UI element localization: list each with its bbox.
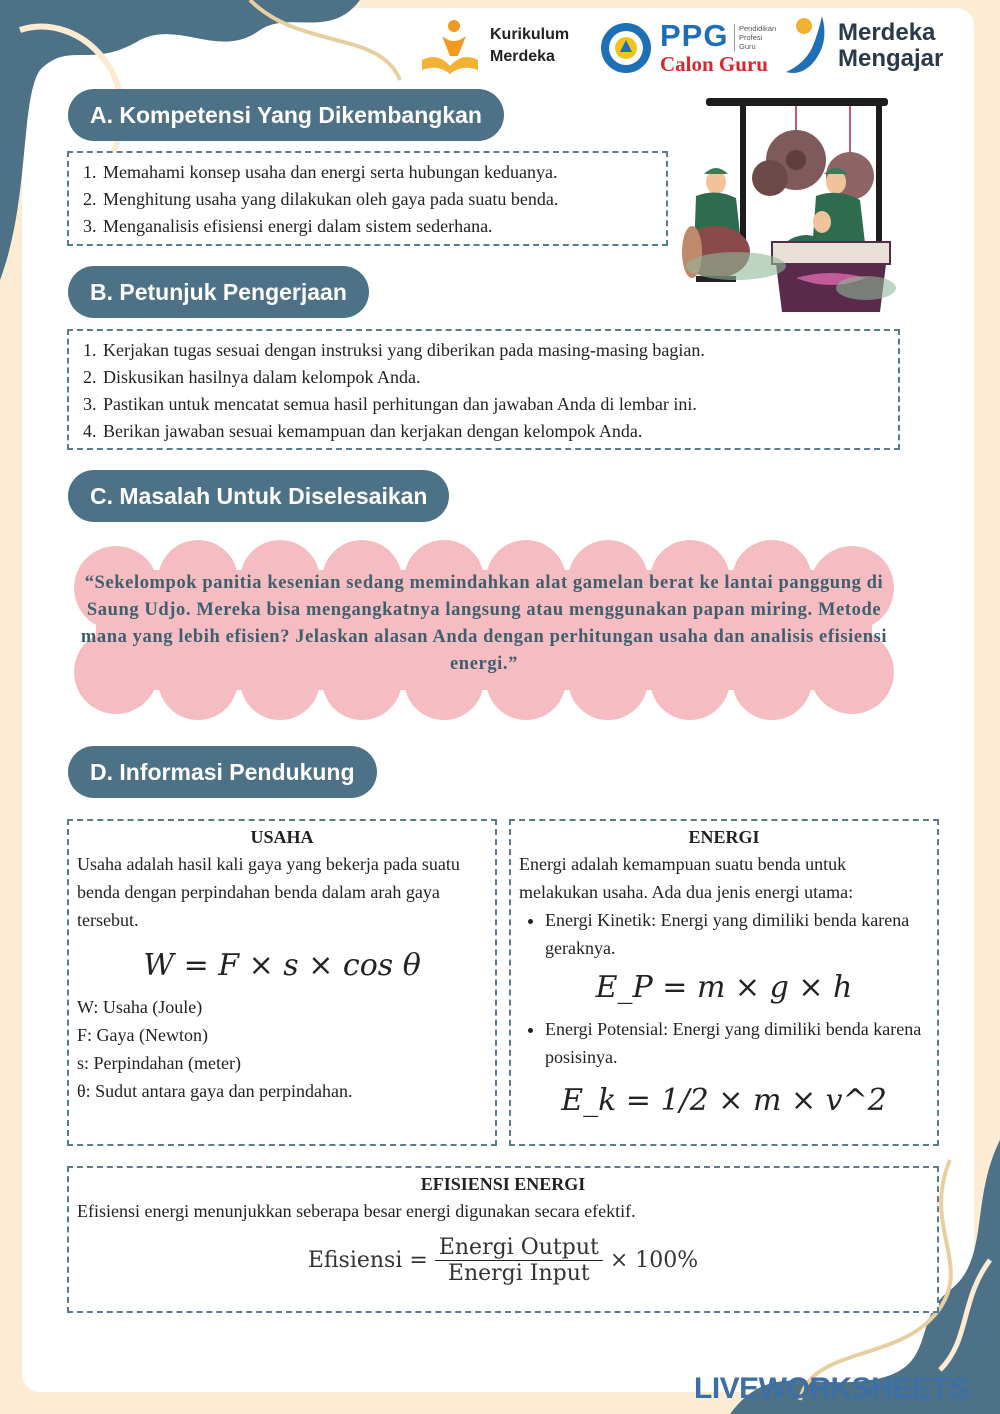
tut-wuri-emblem — [600, 22, 652, 74]
list-item: 2. Diskusikan hasilnya dalam kelompok Anda. — [83, 367, 421, 387]
energi-box — [509, 819, 939, 1146]
problem-statement: “Sekelompok panitia kesenian sedang memindahkan alat gamelan berat ke lantai panggung di Saung Udjo. Mereka bisa mengangkatnya langsung atau menggunakan papan miring. Metode mana yang lebih efisien? Jelaskan alasan Anda dengan perhitungan usaha dan analisis efisiensi energi.” — [80, 573, 888, 674]
merdeka-text: Merdeka — [490, 48, 555, 65]
usaha-title: USAHA — [250, 827, 314, 847]
section-a-box — [67, 151, 668, 246]
usaha-box — [67, 819, 497, 1146]
energi-list — [511, 906, 937, 962]
list-item: 4. Berikan jawaban sesuai kemampuan dan kerjakan dengan kelompok Anda. — [83, 421, 643, 441]
usaha-var: θ: Sudut antara gaya dan perpindahan. — [77, 1081, 353, 1101]
list-item: 1. Memahami konsep usaha dan energi serta hubungan keduanya. — [83, 162, 558, 182]
usaha-var: W: Usaha (Joule) — [77, 997, 203, 1017]
section-d-heading: D. Informasi Pendukung — [68, 746, 377, 798]
efisiensi-formula: Efisiensi = $\frac{\text{Energi Output}}{\text{Energi Input}}$ × 100% — [307, 1235, 699, 1286]
efisiensi-title: EFISIENSI ENERGI — [420, 1174, 586, 1194]
calon-guru-text: Calon Guru — [660, 52, 768, 76]
list-item: 3. Menganalisis efisiensi energi dalam sistem sederhana. — [83, 216, 493, 236]
efisiensi-box — [67, 1166, 939, 1313]
merdeka-mengajar-line2: Mengajar — [838, 45, 944, 72]
usaha-description: Usaha adalah hasil kali gaya yang bekerja pada suatu benda dengan perpindahan benda dalam arah gaya tersebut. — [77, 854, 460, 930]
list-item: 1. Kerjakan tugas sesuai dengan instruksi yang diberikan pada masing-masing bagian. — [83, 340, 705, 360]
section-c-heading: C. Masalah Untuk Diselesaikan — [68, 470, 449, 522]
section-b-heading: B. Petunjuk Pengerjaan — [68, 266, 369, 318]
kinetic-energy-formula: E_k = 1/2 × m × v^2 — [561, 1083, 887, 1118]
merdeka-mengajar-line1: Merdeka — [838, 19, 936, 46]
logo-bar — [410, 8, 970, 86]
ppg-sub-3: Guru — [739, 42, 756, 51]
usaha-var: s: Perpindahan (meter) — [77, 1053, 241, 1073]
potential-energy-formula: E_P = m × g × h — [595, 970, 853, 1005]
ppg-text: PPG — [660, 18, 729, 53]
list-item: 2. Menghitung usaha yang dilakukan oleh gaya pada suatu benda. — [83, 189, 559, 209]
instruction-list — [69, 331, 898, 445]
list-item: 3. Pastikan untuk mencatat semua hasil perhitungan dan jawaban Anda di lembar ini. — [83, 394, 697, 414]
efisiensi-description: Efisiensi energi menunjukkan seberapa besar energi digunakan secara efektif. — [77, 1201, 636, 1221]
kurikulum-merdeka-logo — [418, 16, 482, 76]
usaha-formula: W = F × s × cos θ — [143, 948, 421, 983]
list-item: • Energi Kinetik: Energi yang dimiliki benda karena geraknya. — [545, 906, 937, 962]
competency-list — [69, 153, 666, 240]
energi-description: Energi adalah kemampuan suatu benda untuk melakukan usaha. Ada dua jenis energi utama: — [519, 854, 854, 902]
usaha-var: F: Gaya (Newton) — [77, 1025, 208, 1045]
kurikulum-text: Kurikulum — [490, 26, 570, 43]
ppg-sub-2: Profesi — [739, 33, 763, 42]
list-item: • Energi Potensial: Energi yang dimiliki benda karena posisinya. — [545, 1015, 937, 1071]
section-a-heading: A. Kompetensi Yang Dikembangkan — [68, 89, 504, 141]
merdeka-mengajar-logo — [782, 14, 832, 80]
liveworksheets-watermark[interactable]: LIVEWORKSHEETS — [694, 1372, 969, 1405]
top-left-decoration — [0, 0, 430, 300]
section-b-box — [67, 329, 900, 450]
ppg-sub-1: Pendidikan — [739, 24, 777, 33]
energi-title: ENERGI — [688, 827, 760, 847]
gamelan-players-illustration — [676, 92, 906, 322]
efisiensi-denominator: Energi Input — [447, 1261, 590, 1286]
efisiensi-numerator: Energi Output — [435, 1235, 603, 1261]
